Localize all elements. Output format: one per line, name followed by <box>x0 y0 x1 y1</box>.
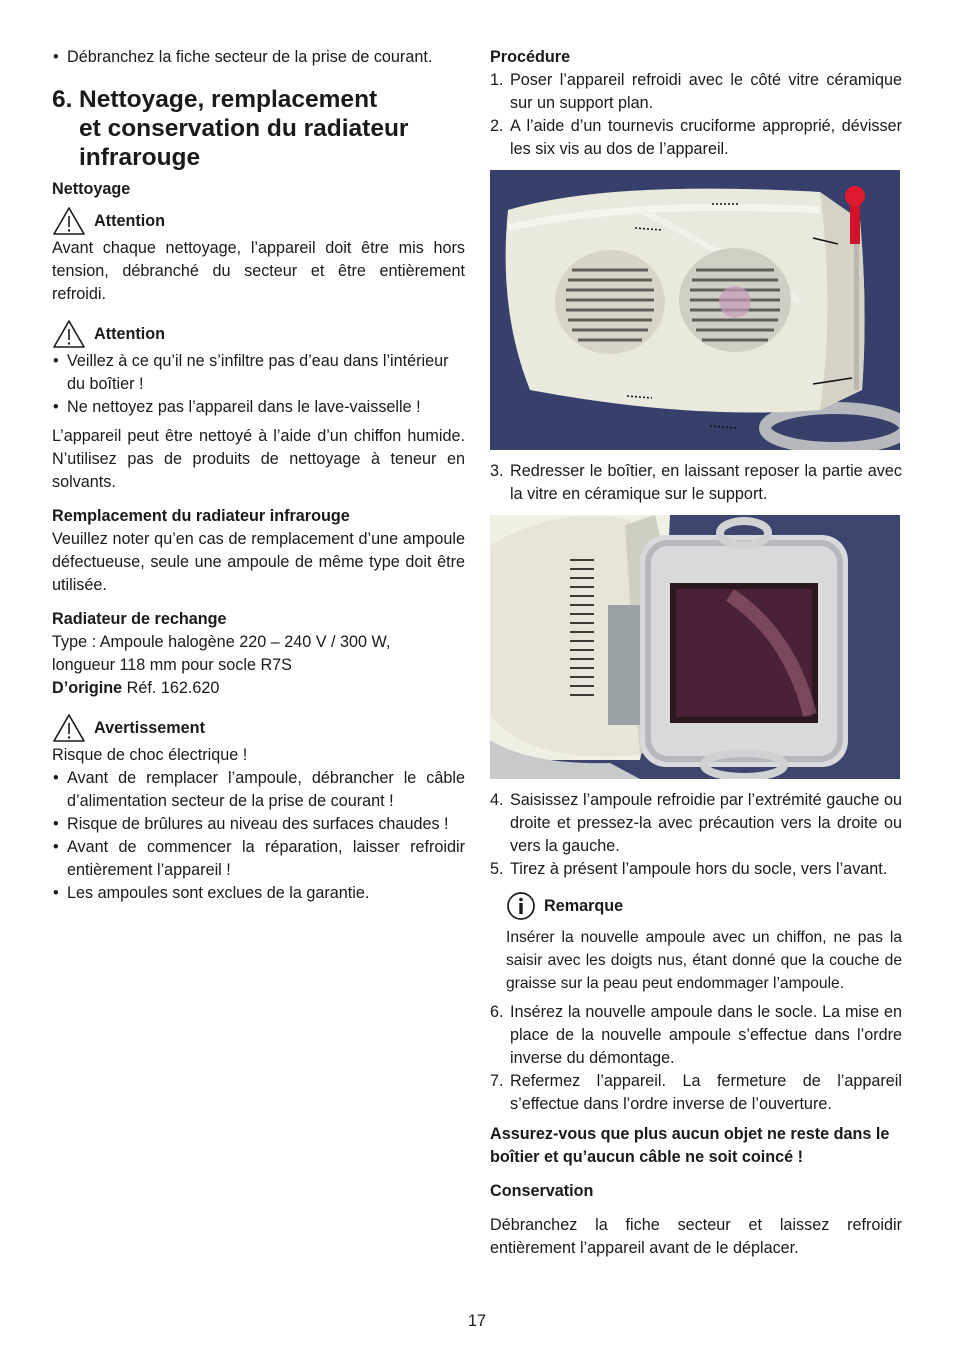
attention-1-label: Attention <box>94 211 166 230</box>
conservation-text: Débranchez la fiche secteur et laissez refroidir entièrement l’appareil avant de le déplacer. <box>490 1216 902 1257</box>
step-text: Saisissez l’ampoule refroidie par l’extrémité gauche ou droite et pressez-la avec précaution vers la droite ou vers la gauche. <box>510 791 902 855</box>
warning-triangle-icon <box>52 319 86 349</box>
warning-bullet: • Risque de brûlures au niveau des surfaces chaudes ! <box>52 813 465 836</box>
photo-device-back <box>490 170 900 450</box>
section-title-line-1: Nettoyage, remplacement <box>79 86 378 113</box>
spare-heading: Radiateur de rechange <box>52 610 227 628</box>
section-title-line-2: et conservation du radiateur <box>79 115 409 142</box>
attention-2-bullet: • Ne nettoyez pas l’appareil dans le lave-vaisselle ! <box>52 396 465 419</box>
step-number: 3. <box>490 462 504 480</box>
warning-block <box>52 712 465 744</box>
replacement-text: Veuillez noter qu’en cas de remplacement d’une ampoule défectueuse, seule une ampoule de même type doit être utilisée. <box>52 530 465 594</box>
step-text: Refermez l’appareil. La fermeture de l’appareil s’effectue dans l’ordre inverse de l’ouverture. <box>510 1072 902 1113</box>
spare-origin-label: D’origine <box>52 679 123 697</box>
intro-bullet: • Débranchez la fiche secteur de la prise de courant. <box>52 46 465 69</box>
procedure-step <box>490 1001 902 1070</box>
cleaning-text: L’appareil peut être nettoyé à l’aide d’un chiffon humide. N’utilisez pas de produits de nettoyage à teneur en solvants. <box>52 427 465 491</box>
warning-triangle-icon <box>52 206 86 236</box>
info-icon <box>506 891 536 921</box>
warning-bullet: • Les ampoules sont exclues de la garantie. <box>52 882 465 905</box>
attention-2 <box>52 318 465 350</box>
warning-bullet: • Avant de commencer la réparation, laisser refroidir entièrement l’appareil ! <box>52 836 465 882</box>
attention-1-text: Avant chaque nettoyage, l’appareil doit être mis hors tension, débranché du secteur et être entièrement refroidi. <box>52 239 465 303</box>
step-text: Poser l’appareil refroidi avec le côté vitre céramique sur un support plan. <box>510 71 902 112</box>
note-label: Remarque <box>544 896 624 915</box>
warning-triangle-icon <box>52 713 86 743</box>
procedure-step <box>490 460 902 506</box>
step-number: 1. <box>490 71 504 89</box>
warning-bullet: • Avant de remplacer l’ampoule, débrancher le câble d’alimentation secteur de la prise de courant ! <box>52 767 465 813</box>
right-column <box>490 46 902 1260</box>
procedure-heading: Procédure <box>490 48 571 66</box>
left-column <box>52 46 465 905</box>
procedure-step <box>490 789 902 858</box>
section-number: 6. <box>52 86 73 113</box>
photo-device-open <box>490 515 900 779</box>
step-text: A l’aide d’un tournevis cruciforme approprié, dévisser les six vis au dos de l’appareil. <box>510 117 902 158</box>
procedure-step <box>490 115 902 161</box>
step-text: Tirez à présent l’ampoule hors du socle, vers l’avant. <box>510 860 888 878</box>
attention-1 <box>52 205 465 237</box>
step-number: 5. <box>490 860 504 878</box>
step-number: 7. <box>490 1072 504 1090</box>
step-number: 4. <box>490 791 504 809</box>
spare-origin-ref: Réf. 162.620 <box>126 679 220 697</box>
page-number: 17 <box>467 1312 486 1330</box>
attention-2-label: Attention <box>94 324 166 343</box>
section-title-line-3: infrarouge <box>79 144 201 171</box>
spare-origin-line <box>52 677 465 700</box>
step-text: Redresser le boîtier, en laissant reposer la partie avec la vitre en céramique sur le support. <box>510 462 902 503</box>
note-text: Insérer la nouvelle ampoule avec un chiffon, ne pas la saisir avec les doigts nus, étant donné que la couche de graisse sur la peau peut endommager l’ampoule. <box>506 929 902 992</box>
attention-2-bullet: • Veillez à ce qu’il ne s’infiltre pas d’eau dans l’intérieur du boîtier ! <box>52 350 465 396</box>
spare-type-line: Type : Ampoule halogène 220 – 240 V / 300 W, <box>52 633 391 651</box>
warning-label: Avertissement <box>94 718 205 737</box>
procedure-step <box>490 69 902 115</box>
step-text: Insérez la nouvelle ampoule dans le socle. La mise en place de la nouvelle ampoule s’effectue dans l’ordre inverse du démontage. <box>510 1003 902 1067</box>
conservation-heading: Conservation <box>490 1182 594 1200</box>
warning-intro: Risque de choc électrique ! <box>52 746 248 764</box>
procedure-step <box>490 1070 902 1116</box>
step-number: 2. <box>490 117 504 135</box>
procedure-step <box>490 858 902 881</box>
nettoyage-heading: Nettoyage <box>52 180 131 198</box>
note-header <box>490 890 902 922</box>
bold-warning: Assurez-vous que plus aucun objet ne reste dans le boîtier et qu’aucun câble ne soit coincé ! <box>490 1125 890 1166</box>
section-title <box>52 85 465 172</box>
replacement-heading: Remplacement du radiateur infrarouge <box>52 507 350 525</box>
spare-length-line: longueur 118 mm pour socle R7S <box>52 656 292 674</box>
step-number: 6. <box>490 1003 504 1021</box>
